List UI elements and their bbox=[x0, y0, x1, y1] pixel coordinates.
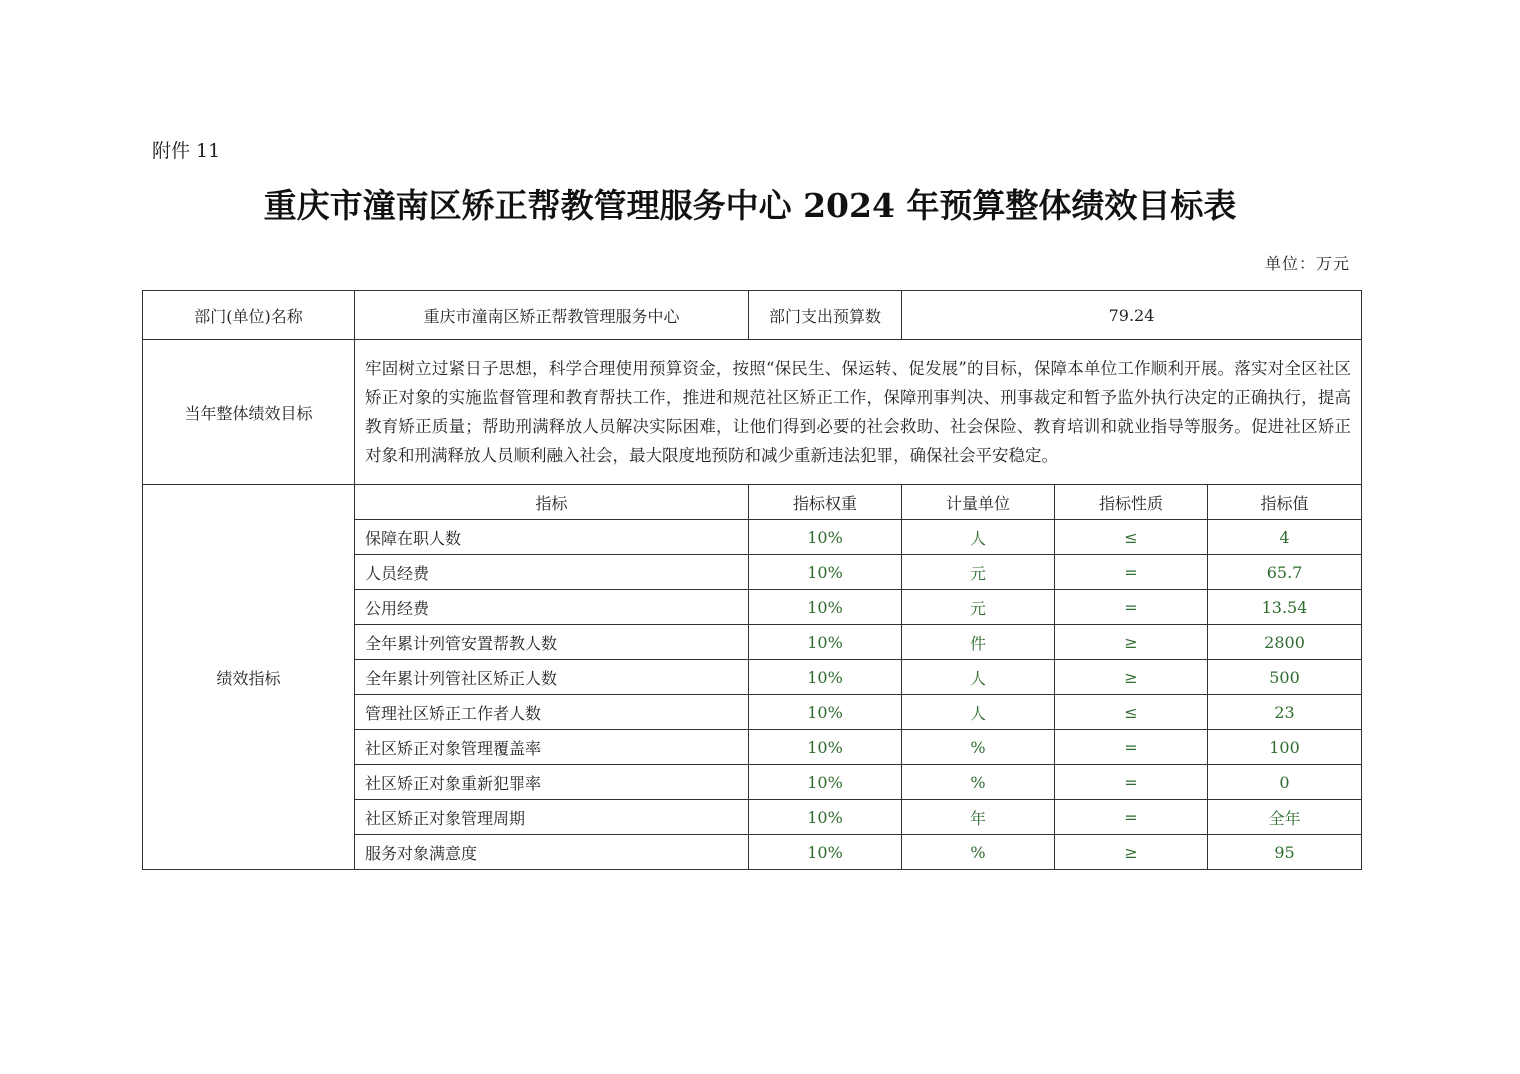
col-header-unit: 计量单位 bbox=[902, 485, 1055, 520]
indicator-value: 95 bbox=[1208, 835, 1362, 870]
attachment-label: 附件 11 bbox=[152, 140, 221, 162]
indicator-value: 13.54 bbox=[1208, 590, 1362, 625]
indicator-name: 服务对象满意度 bbox=[355, 835, 749, 870]
indicator-unit: 人 bbox=[902, 695, 1055, 730]
header-row bbox=[143, 291, 1362, 340]
indicators-label: 绩效指标 bbox=[143, 485, 355, 870]
indicator-weight: 10% bbox=[749, 590, 902, 625]
indicator-name: 人员经费 bbox=[355, 555, 749, 590]
indicator-nature: ≥ bbox=[1055, 660, 1208, 695]
col-header-nature: 指标性质 bbox=[1055, 485, 1208, 520]
budget-label: 部门支出预算数 bbox=[749, 291, 902, 340]
indicator-weight: 10% bbox=[749, 625, 902, 660]
indicator-unit: 年 bbox=[902, 800, 1055, 835]
performance-table bbox=[142, 290, 1362, 870]
indicator-value: 100 bbox=[1208, 730, 1362, 765]
dept-label: 部门(单位)名称 bbox=[143, 291, 355, 340]
indicator-unit: 元 bbox=[902, 555, 1055, 590]
indicator-value: 4 bbox=[1208, 520, 1362, 555]
col-header-indicator: 指标 bbox=[355, 485, 749, 520]
indicator-name: 社区矫正对象重新犯罪率 bbox=[355, 765, 749, 800]
indicator-weight: 10% bbox=[749, 660, 902, 695]
indicator-name: 全年累计列管社区矫正人数 bbox=[355, 660, 749, 695]
indicator-unit: % bbox=[902, 765, 1055, 800]
col-header-weight: 指标权重 bbox=[749, 485, 902, 520]
dept-name: 重庆市潼南区矫正帮教管理服务中心 bbox=[355, 291, 749, 340]
indicator-unit: 元 bbox=[902, 590, 1055, 625]
budget-value: 79.24 bbox=[902, 291, 1362, 340]
unit-label: 单位：万元 bbox=[1264, 254, 1350, 273]
indicator-unit: % bbox=[902, 835, 1055, 870]
goal-label: 当年整体绩效目标 bbox=[143, 340, 355, 485]
indicator-name: 社区矫正对象管理覆盖率 bbox=[355, 730, 749, 765]
indicator-unit: 人 bbox=[902, 520, 1055, 555]
indicator-unit: % bbox=[902, 730, 1055, 765]
col-header-value: 指标值 bbox=[1208, 485, 1362, 520]
indicator-name: 全年累计列管安置帮教人数 bbox=[355, 625, 749, 660]
indicator-weight: 10% bbox=[749, 695, 902, 730]
indicator-value: 0 bbox=[1208, 765, 1362, 800]
page-title: 重庆市潼南区矫正帮教管理服务中心 2024 年预算整体绩效目标表 bbox=[263, 186, 1237, 225]
indicator-nature: ≤ bbox=[1055, 520, 1208, 555]
indicator-value: 65.7 bbox=[1208, 555, 1362, 590]
indicator-weight: 10% bbox=[749, 800, 902, 835]
indicator-nature: ≥ bbox=[1055, 625, 1208, 660]
indicator-value: 全年 bbox=[1208, 800, 1362, 835]
indicator-weight: 10% bbox=[749, 835, 902, 870]
indicator-nature: ≤ bbox=[1055, 695, 1208, 730]
indicator-value: 500 bbox=[1208, 660, 1362, 695]
indicator-name: 管理社区矫正工作者人数 bbox=[355, 695, 749, 730]
indicator-nature: = bbox=[1055, 590, 1208, 625]
indicator-nature: = bbox=[1055, 765, 1208, 800]
goal-text: 牢固树立过紧日子思想，科学合理使用预算资金，按照“保民生、保运转、促发展”的目标，保障本单位工作顺利开展。落实对全区社区矫正对象的实施监督管理和教育帮扶工作，推进和规范社区矫正工作，保障刑事判决、刑事裁定和暂予监外执行决定的正确执行，提高教育矫正质量；帮助刑满释放人员解决实际困难，让他们得到必要的社会救助、社会保险、教育培训和就业指导等服务。促进社区矫正对象和刑满释放人员顺利融入社会，最大限度地预防和减少重新违法犯罪，确保社会平安稳定。 bbox=[355, 340, 1362, 485]
indicator-nature: = bbox=[1055, 730, 1208, 765]
indicator-unit: 件 bbox=[902, 625, 1055, 660]
indicator-unit: 人 bbox=[902, 660, 1055, 695]
indicator-name: 公用经费 bbox=[355, 590, 749, 625]
indicator-weight: 10% bbox=[749, 520, 902, 555]
goal-row bbox=[143, 340, 1362, 485]
indicator-header-row bbox=[143, 485, 1362, 520]
indicator-nature: = bbox=[1055, 555, 1208, 590]
indicator-name: 社区矫正对象管理周期 bbox=[355, 800, 749, 835]
indicator-nature: = bbox=[1055, 800, 1208, 835]
indicator-value: 23 bbox=[1208, 695, 1362, 730]
indicator-weight: 10% bbox=[749, 730, 902, 765]
indicator-value: 2800 bbox=[1208, 625, 1362, 660]
indicator-nature: ≥ bbox=[1055, 835, 1208, 870]
indicator-name: 保障在职人数 bbox=[355, 520, 749, 555]
indicator-weight: 10% bbox=[749, 765, 902, 800]
indicator-weight: 10% bbox=[749, 555, 902, 590]
